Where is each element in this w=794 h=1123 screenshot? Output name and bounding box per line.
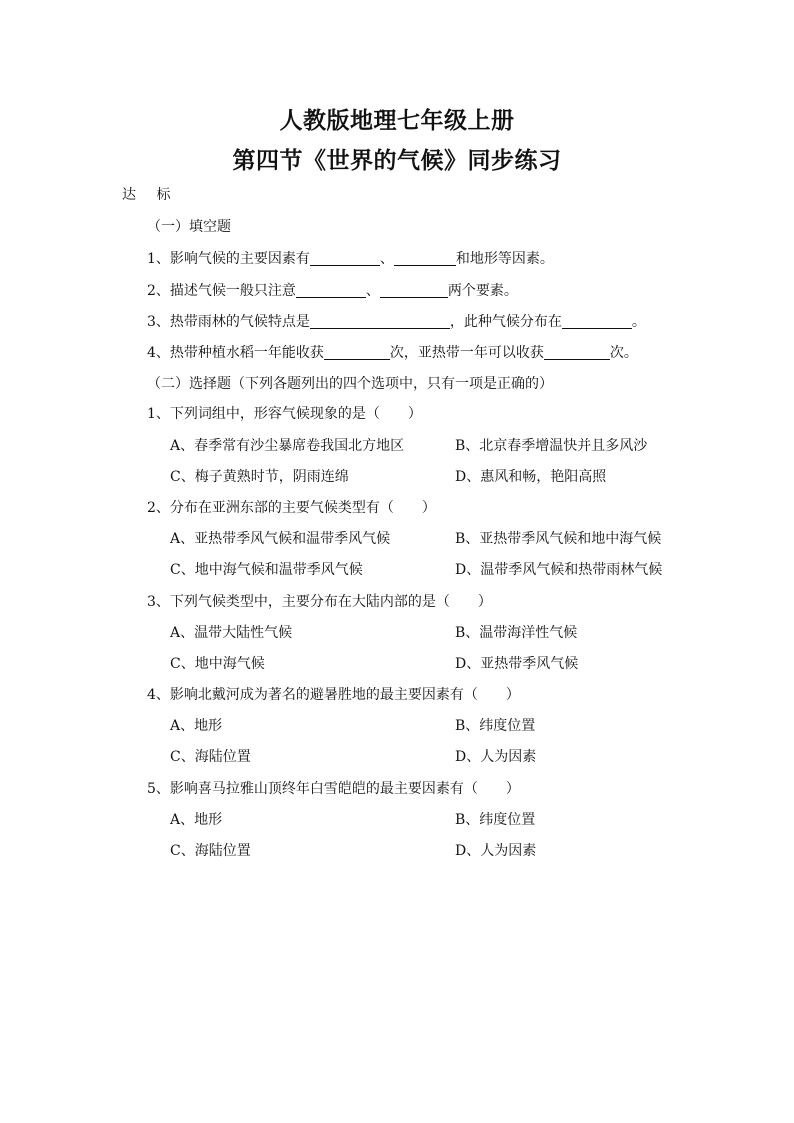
fill-question-4: 4、热带种植水稻一年能收获 次，亚热带一年可以收获 次。 — [147, 345, 638, 361]
option-d[interactable]: D、亚热带季风气候 — [455, 656, 579, 672]
option-c[interactable]: C、梅子黄熟时节，阴雨连绵 — [170, 469, 349, 485]
answer-blank[interactable] — [296, 283, 366, 298]
option-d[interactable]: D、温带季风气候和热带雨林气候 — [455, 562, 663, 578]
section-label: 达 标 — [122, 187, 179, 203]
answer-blank[interactable] — [310, 251, 380, 266]
option-a[interactable]: A、地形 — [170, 812, 223, 828]
page-subtitle: 第四节《世界的气候》同步练习 — [232, 147, 562, 174]
option-b[interactable]: B、温带海洋性气候 — [455, 625, 578, 641]
choice-question-4: 4、影响北戴河成为著名的避暑胜地的最主要因素有（ ） — [147, 687, 520, 703]
answer-blank[interactable] — [544, 345, 610, 360]
option-d[interactable]: D、惠风和畅，艳阳高照 — [455, 469, 607, 485]
option-a[interactable]: A、温带大陆性气候 — [170, 625, 293, 641]
fill-question-2: 2、描述气候一般只注意 、 两个要素。 — [147, 283, 518, 299]
option-b[interactable]: B、纬度位置 — [455, 812, 536, 828]
choice-question-3: 3、下列气候类型中，主要分布在大陆内部的是（ ） — [147, 594, 492, 610]
option-c[interactable]: C、海陆位置 — [170, 843, 251, 859]
answer-blank[interactable] — [562, 314, 632, 329]
choice-heading: （二）选择题（下列各题列出的四个选项中，只有一项是正确的） — [147, 376, 553, 392]
answer-blank[interactable] — [394, 251, 456, 266]
option-c[interactable]: C、地中海气候和温带季风气候 — [170, 562, 363, 578]
option-a[interactable]: A、亚热带季风气候和温带季风气候 — [170, 531, 391, 547]
choice-question-5: 5、影响喜马拉雅山顶终年白雪皑皑的最主要因素有（ ） — [147, 781, 520, 797]
option-b[interactable]: B、纬度位置 — [455, 718, 536, 734]
option-c[interactable]: C、地中海气候 — [170, 656, 265, 672]
option-d[interactable]: D、人为因素 — [455, 749, 537, 765]
answer-blank[interactable] — [310, 314, 450, 329]
page-title: 人教版地理七年级上册 — [279, 107, 515, 134]
choice-question-2: 2、分布在亚洲东部的主要气候类型有（ ） — [147, 500, 436, 516]
fill-heading: （一）填空题 — [147, 219, 231, 235]
fill-question-1: 1、影响气候的主要因素有 、 和地形等因素。 — [147, 251, 554, 267]
option-d[interactable]: D、人为因素 — [455, 843, 537, 859]
option-c[interactable]: C、海陆位置 — [170, 749, 251, 765]
answer-blank[interactable] — [324, 345, 390, 360]
option-a[interactable]: A、春季常有沙尘暴席卷我国北方地区 — [170, 438, 405, 454]
choice-question-1: 1、下列词组中，形容气候现象的是（ ） — [147, 406, 422, 422]
fill-question-3: 3、热带雨林的气候特点是 ，此种气候分布在 。 — [147, 314, 646, 330]
option-a[interactable]: A、地形 — [170, 718, 223, 734]
option-b[interactable]: B、亚热带季风气候和地中海气候 — [455, 531, 662, 547]
option-b[interactable]: B、北京春季增温快并且多风沙 — [455, 438, 648, 454]
answer-blank[interactable] — [380, 283, 448, 298]
